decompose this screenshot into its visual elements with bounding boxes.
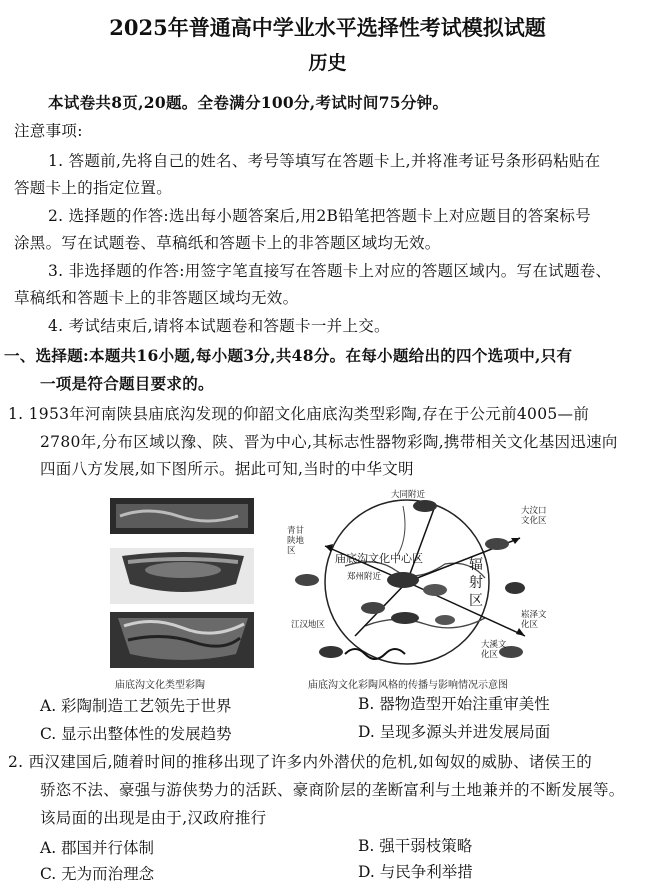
notice-item-1-line-1: 1. 答题前,先将自己的姓名、考号等填写在答题卡上,并将准考证号条形码粘贴在 [48,152,601,170]
notice-item-1-line-2: 答题卡上的指定位置。 [14,179,173,197]
map-label-center: 庙底沟文化中心区 [335,552,423,565]
map-label-east-region: 辐射区 [469,557,483,609]
q1-stem-line-2: 2780年,分布区域以豫、陕、晋为中心,其标志性器物彩陶,携带相关文化基因迅速向 [40,433,618,451]
q1-option-a: A. 彩陶制造工艺领先于世界 [40,697,232,715]
q1-option-c: C. 显示出整体性的发展趋势 [40,725,232,743]
exam-intro: 本试卷共8页,20题。全卷满分100分,考试时间75分钟。 [48,93,449,112]
section-heading-line-2: 一项是符合题目要求的。 [40,374,214,393]
map-label-north: 大同附近 [391,490,426,500]
q2-option-d: D. 与民争利举措 [358,863,473,881]
map-label-songze: 崧泽文化区 [521,610,547,630]
q2-option-b: B. 强干弱枝策略 [358,837,473,855]
map-caption: 庙底沟文化彩陶风格的传播与影响情况示意图 [308,680,508,691]
notice-item-3-line-1: 3. 非选择题的作答:用签字笔直接写在答题卡上对应的答题区域内。写在试题卷、 [48,262,612,280]
notice-heading: 注意事项: [14,122,83,140]
map-label-dawenkou: 大汶口文化区 [521,506,547,526]
notice-item-2-line-1: 2. 选择题的作答:选出每小题答案后,用2B铅笔把答题卡上对应题目的答案标号 [48,207,592,225]
q1-stem-line-3: 四面八方发展,如下图所示。据此可知,当时的中华文明 [40,460,414,478]
map-label-west: 青甘陕地区 [287,526,305,556]
exam-title: 2025年普通高中学业水平选择性考试模拟试题 [109,15,546,40]
q2-stem-line-2: 骄恣不法、豪强与游侠势力的活跃、豪商阶层的垄断富利与土地兼并的不断发展等。 [40,781,625,799]
pottery-caption: 庙底沟文化类型彩陶 [115,680,205,691]
q2-stem-line-3: 该局面的出现是由于,汉政府推行 [40,809,267,827]
map-label-daxi: 大溪文化区 [481,640,507,660]
map-label-center-sub: 郑州附近 [347,572,382,582]
notice-item-2-line-2: 涂黑。写在试题卷、草稿纸和答题卡上的非答题区域均无效。 [14,234,441,252]
q2-option-c: C. 无为而治理念 [40,865,155,883]
q2-stem-line-1: 2. 西汉建国后,随着时间的推移出现了许多内外潜伏的危机,如匈奴的威胁、诸侯王的 [8,753,593,771]
section-heading-line-1: 一、选择题:本题共16小题,每小题3分,共48分。在每小题给出的四个选项中,只有 [4,346,573,365]
pottery-photos [108,494,258,670]
notice-item-3-line-2: 草稿纸和答题卡上的非答题区域均无效。 [14,289,299,307]
map-label-jianghan: 江汉地区 [291,620,326,630]
q1-option-b: B. 器物造型开始注重审美性 [358,695,550,713]
subject-title: 历史 [308,52,347,74]
spread-map [285,486,557,672]
q1-stem-line-1: 1. 1953年河南陕县庙底沟发现的仰韶文化庙底沟类型彩陶,存在于公元前4005—前 [8,405,590,423]
notice-item-4: 4. 考试结束后,请将本试题卷和答题卡一并上交。 [48,317,390,335]
q2-option-a: A. 郡国并行体制 [40,839,155,857]
q1-option-d: D. 呈现多源头并进发展局面 [358,723,551,741]
